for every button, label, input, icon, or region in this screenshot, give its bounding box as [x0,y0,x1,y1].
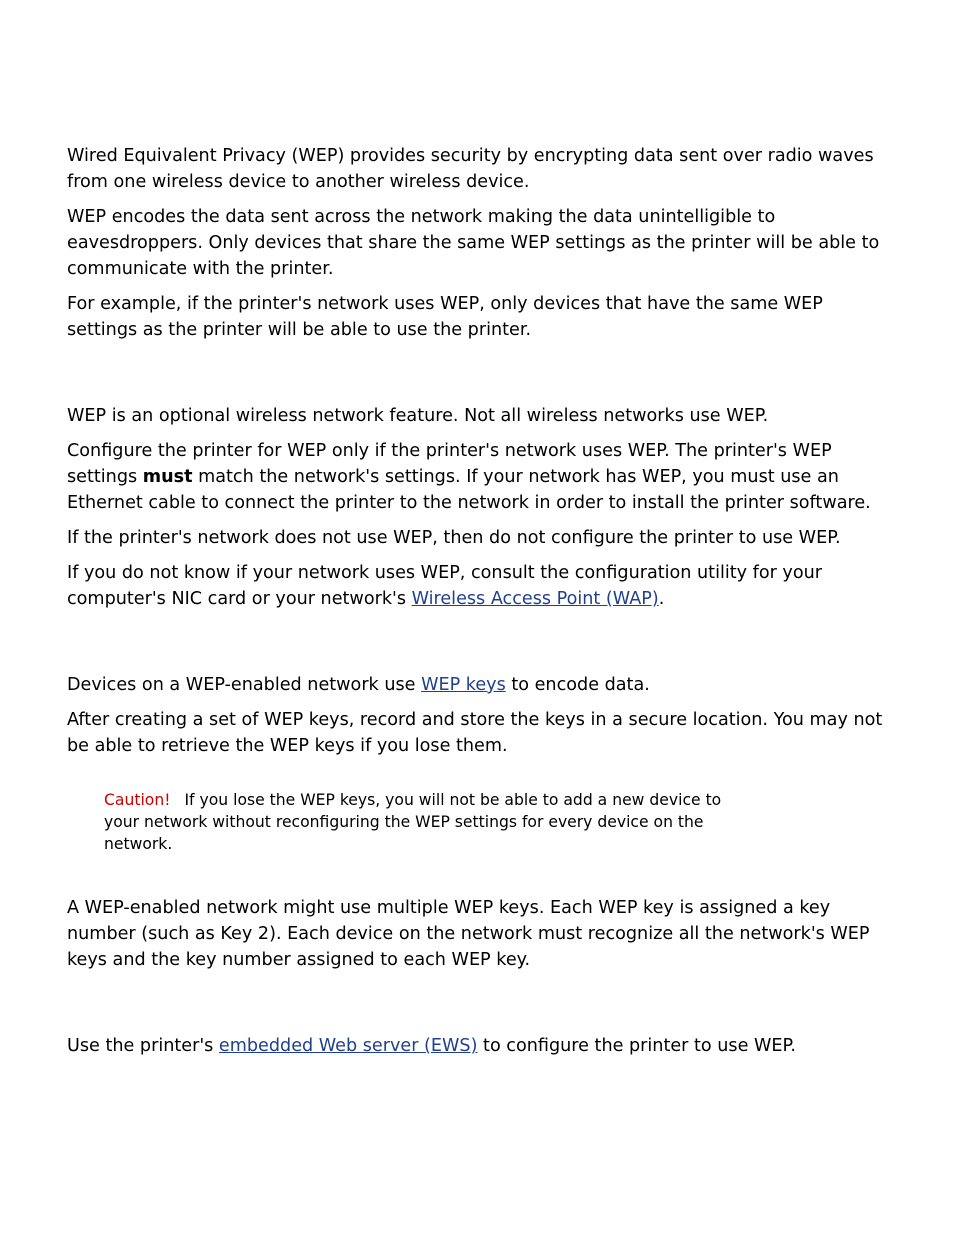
wep-example-paragraph: For example, if the printer's network uses WEP, only devices that have the same WEP settings as the printer will be able to use the printer. [67,294,823,340]
wap-link[interactable]: Wireless Access Point (WAP) [411,589,659,609]
keys-text-start: Devices on a WEP-enabled network use [67,675,422,695]
wep-multiple-keys-paragraph: A WEP-enabled network might use multiple WEP keys. Each WEP key is assigned a key number (such as Key 2). Each device on the network must recognize all the network's WEP keys and the key number assigned to each WEP key. [67,898,870,970]
wep-optional-paragraph: WEP is an optional wireless network feature. Not all wireless networks use WEP. [67,406,769,426]
wep-intro-paragraph: Wired Equivalent Privacy (WEP) provides security by encrypting data sent over radio waves from one wireless device to another wireless device. [67,146,874,192]
caution-label: Caution! [104,791,171,809]
wep-not-used-paragraph: If the printer's network does not use WEP, then do not configure the printer to use WEP. [67,528,841,548]
wep-keys-paragraph [67,672,897,698]
unknown-text-end: . [658,589,665,609]
wep-encoding-paragraph: WEP encodes the data sent across the network making the data unintelligible to eavesdroppers. Only devices that share the same WEP settings as the printer will be able to communicate with the printer. [67,207,880,279]
section-spacer [67,621,897,672]
section-spacer [67,352,897,403]
ews-text-start: Use the printer's [67,1036,219,1056]
keys-text-end: to encode data. [505,675,650,695]
must-emphasis: must [142,467,193,487]
unknown-text-start: If you do not know if your network uses WEP, consult the configuration utility for your computer's NIC card or your network's [67,563,822,609]
wep-keys-record-paragraph: After creating a set of WEP keys, record and store the keys in a secure location. You may not be able to retrieve the WEP keys if you lose them. [67,710,883,756]
caution-text: If you lose the WEP keys, you will not be able to add a new device to your network without reconfiguring the WEP settings for every device on the network. [104,791,722,853]
ews-link[interactable]: embedded Web server (EWS) [218,1036,478,1056]
configure-text-start: Configure the printer for WEP only if the printer's network uses WEP. The printer's WEP settings [67,441,832,487]
wep-keys-link[interactable]: WEP keys [421,675,506,695]
section-spacer [67,982,897,1033]
ews-text-end: to configure the printer to use WEP. [477,1036,796,1056]
configure-text-end: match the network's settings. If your network has WEP, you must use an Ethernet cable to connect the printer to the network in order to install the printer software. [67,467,871,513]
ews-paragraph [67,1033,897,1059]
caution-note [104,789,724,855]
wep-unknown-paragraph [67,560,897,612]
document-body [67,143,897,1068]
wep-configure-paragraph [67,438,897,516]
